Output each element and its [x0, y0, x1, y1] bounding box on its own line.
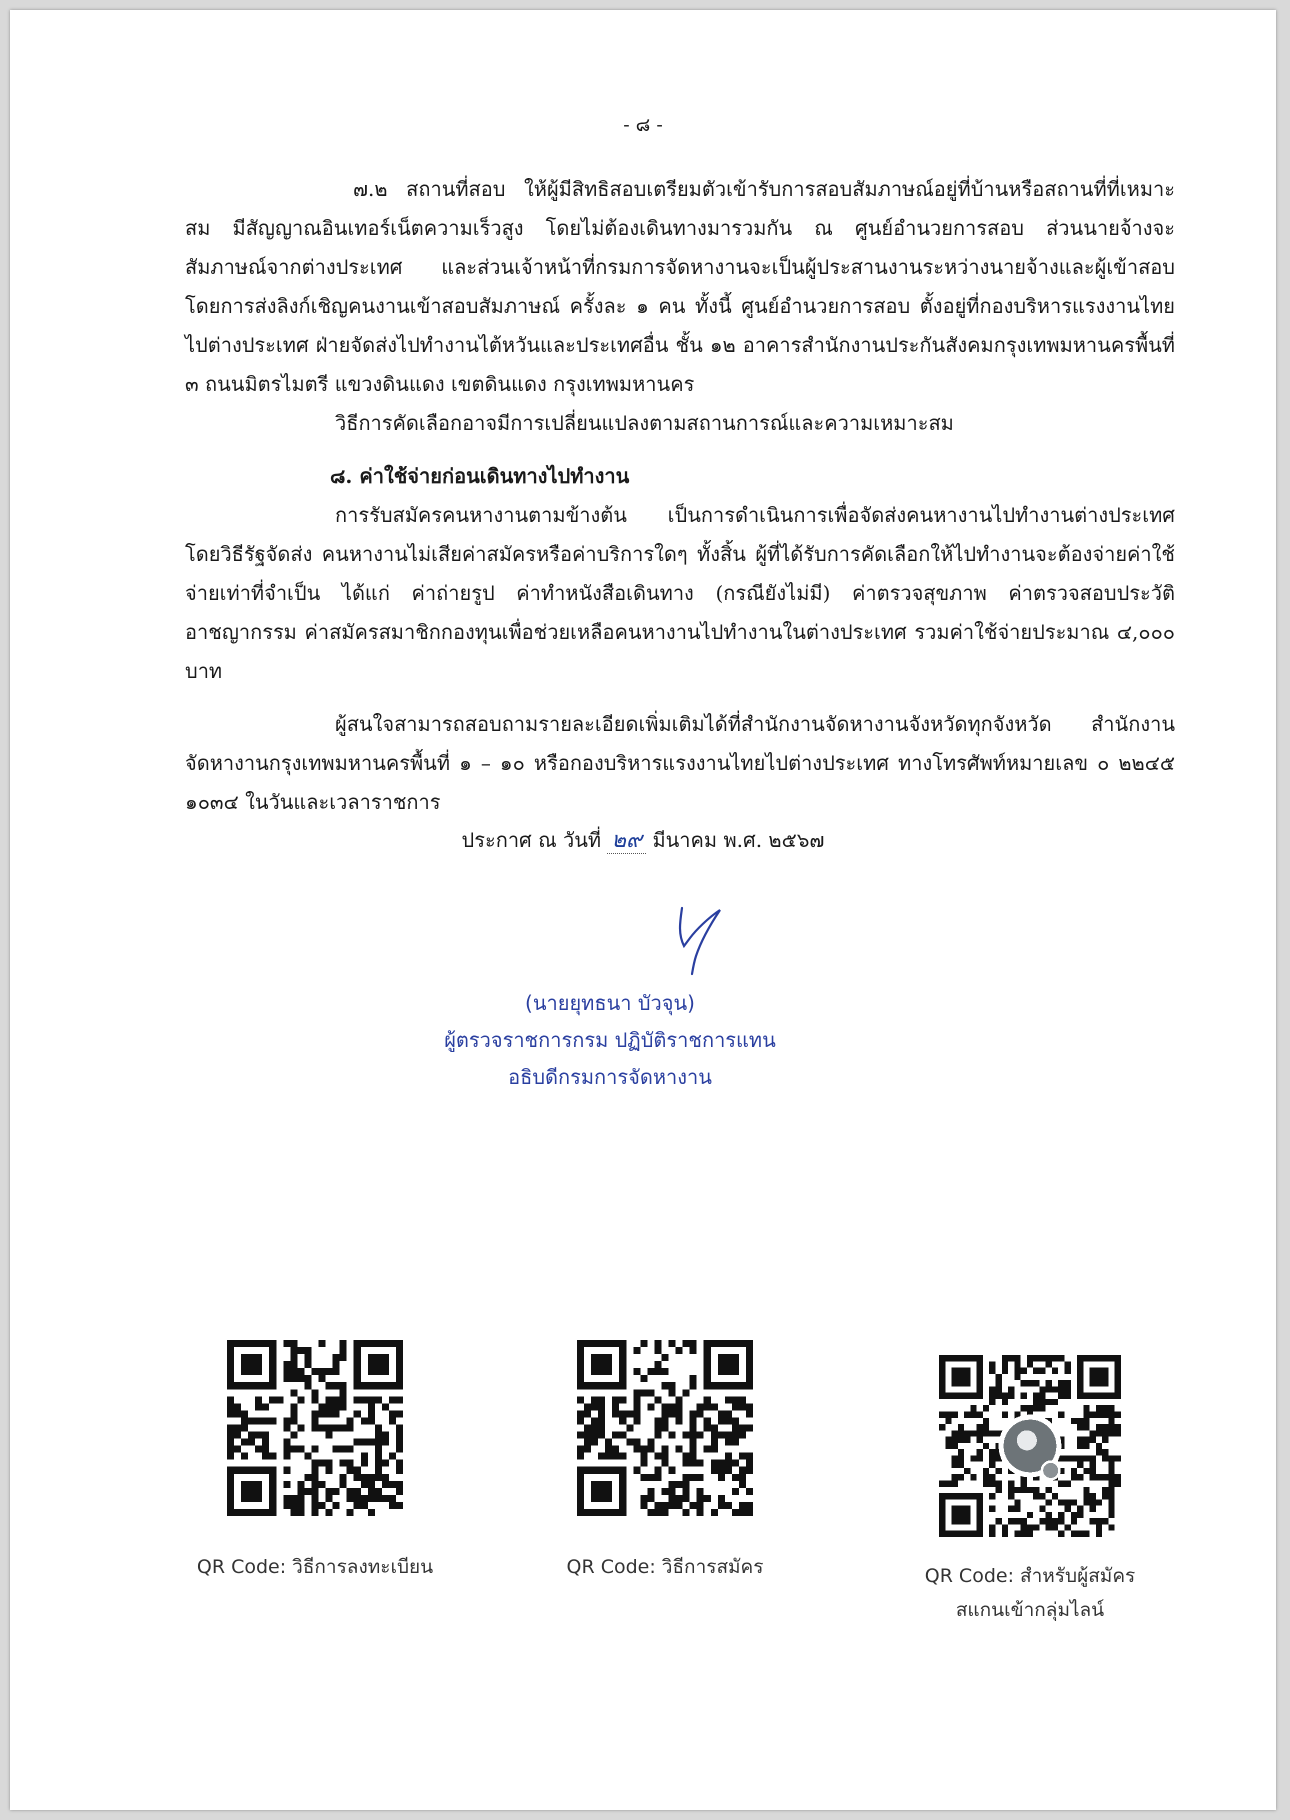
signer-position: ผู้ตรวจราชการกรม ปฏิบัติราชการแทน: [444, 1028, 776, 1052]
qr-line-caption-line1: QR Code: สำหรับผู้สมัคร: [924, 1565, 1136, 1587]
qr-registration: [160, 1340, 470, 1584]
qr-line-group: [850, 1355, 1210, 1627]
qr-code-icon[interactable]: [577, 1340, 753, 1516]
qr-code-icon[interactable]: [939, 1355, 1121, 1537]
qr-code-icon[interactable]: [227, 1340, 403, 1516]
qr-registration-caption: QR Code: วิธีการลงทะเบียน: [196, 1556, 434, 1578]
section-8-heading: ๘. ค่าใช้จ่ายก่อนเดินทางไปทำงาน: [330, 464, 630, 488]
document-page: [10, 10, 1276, 1810]
announcement-date: [10, 822, 1276, 857]
section-8-paragraph: การรับสมัครคนหางานตามข้างต้น เป็นการดำเนินการเพื่อจัดส่งคนหางานไปทำงานต่างประเทศโดยวิธีรัฐจัดส่ง คนหางานไม่เสียค่าสมัครหรือค่าบริการใดๆ ทั้งสิ้น ผู้ที่ได้รับการคัดเลือกให้ไปทำงานจะต้องจ่ายค่าใช้จ่ายเท่าที่จำเป็น ได้แก่ ค่าถ่ายรูป ค่าทำหนังสือเดินทาง (กรณียังไม่มี) ค่าตรวจสุขภาพ ค่าตรวจสอบประวัติอาชญากรรม ค่าสมัครสมาชิกกองทุนเพื่อช่วยเหลือคนหางานไปทำงานในต่างประเทศ รวมค่าใช้จ่ายประมาณ ๔,๐๐๐ บาท: [185, 503, 1175, 683]
section-7-2-paragraph: ๗.๒ สถานที่สอบ ให้ผู้มีสิทธิสอบเตรียมตัวเข้ารับการสอบสัมภาษณ์อยู่ที่บ้านหรือสถานที่ที่เหมาะสม มีสัญญาณอินเทอร์เน็ตความเร็วสูง โดยไม่ต้องเดินทางมารวมกัน ณ ศูนย์อำนวยการสอบ ส่วนนายจ้างจะสัมภาษณ์จากต่างประเทศ และส่วนเจ้าหน้าที่กรมการจัดหางานจะเป็นผู้ประสานงานระหว่างนายจ้างและผู้เข้าสอบ โดยการส่งลิงก์เชิญคนงานเข้าสอบสัมภาษณ์ ครั้งละ ๑ คน ทั้งนี้ ศูนย์อำนวยการสอบ ตั้งอยู่ที่กองบริหารแรงงานไทยไปต่างประเทศ ฝ่ายจัดส่งไปทำงานไต้หวันและประเทศอื่น ชั้น ๑๒ อาคารสำนักงานประกันสังคมกรุงเทพมหานครพื้นที่ ๓ ถนนมิตรไมตรี แขวงดินแดง เขตดินแดง กรุงเทพมหานคร: [185, 177, 1175, 396]
selection-change-note: วิธีการคัดเลือกอาจมีการเปลี่ยนแปลงตามสถานการณ์และความเหมาะสม: [335, 411, 954, 435]
announcement-month-year: มีนาคม พ.ศ. ๒๕๖๗: [652, 828, 825, 852]
page-number: - ๘ -: [623, 114, 663, 136]
announcement-prefix: ประกาศ ณ วันที่: [461, 828, 602, 852]
contact-paragraph: ผู้สนใจสามารถสอบถามรายละเอียดเพิ่มเติมได้ที่สำนักงานจัดหางานจังหวัดทุกจังหวัด สำนักงานจัดหางานกรุงเทพมหานครพื้นที่ ๑ – ๑๐ หรือกองบริหารแรงงานไทยไปต่างประเทศ ทางโทรศัพท์หมายเลข ๐ ๒๒๔๕ ๑๐๓๔ ในวันและเวลาราชการ: [185, 712, 1175, 814]
signature-icon: [660, 900, 740, 980]
signer-block: [300, 985, 920, 1096]
qr-application-caption: QR Code: วิธีการสมัคร: [566, 1556, 764, 1578]
announcement-day: ๒๙: [607, 828, 646, 854]
document-body: [185, 170, 1175, 822]
qr-application: [510, 1340, 820, 1584]
signer-title: อธิบดีกรมการจัดหางาน: [508, 1065, 712, 1089]
qr-line-caption-line2: สแกนเข้ากลุ่มไลน์: [955, 1599, 1105, 1621]
qr-line-caption: [850, 1559, 1210, 1627]
signer-name: (นายยุทธนา บัวจุน): [525, 991, 695, 1015]
